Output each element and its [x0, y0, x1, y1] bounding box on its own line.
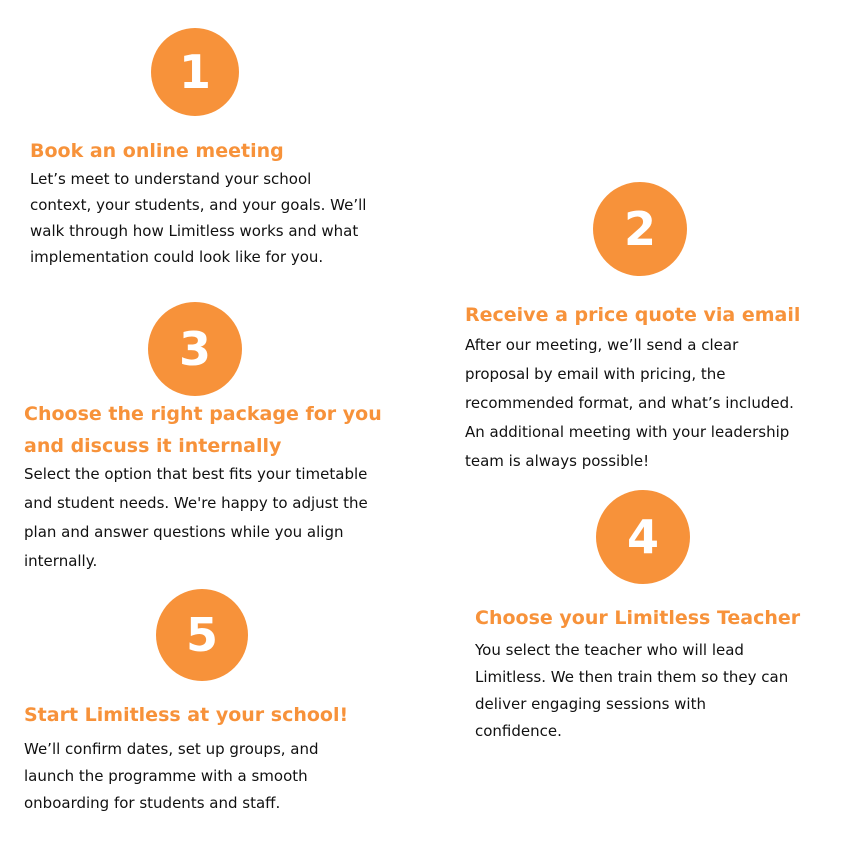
step-4-number-badge [596, 490, 690, 584]
step-1-number-badge [151, 28, 239, 116]
step-4-description: You select the teacher who will lead Limitless. We then train them so they can deliver engaging sessions with confidence. [475, 641, 789, 740]
step-2-number-badge [593, 182, 687, 276]
step-3-title: Choose the right package for you and discuss it internally [24, 403, 382, 457]
step-5-number-badge [156, 589, 248, 681]
step-3-number: 3 [178, 322, 211, 376]
step-4-number: 4 [626, 510, 659, 564]
step-5-number: 5 [185, 608, 218, 662]
step-2-number: 2 [623, 202, 656, 256]
step-1-description: Let’s meet to understand your school context, your students, and your goals. We’ll walk through how Limitless works and what implementation could look like for you. [30, 170, 367, 266]
step-2-description: After our meeting, we’ll send a clear proposal by email with pricing, the recommended format, and what’s included. An additional meeting with your leadership team is always possible! [465, 336, 794, 470]
step-1-title: Book an online meeting [30, 140, 284, 162]
step-2-title: Receive a price quote via email [465, 304, 801, 326]
step-4-title: Choose your Limitless Teacher [475, 607, 801, 629]
step-5-description: We’ll confirm dates, set up groups, and launch the programme with a smooth onboarding for students and staff. [24, 740, 319, 812]
step-1-number: 1 [178, 45, 211, 99]
step-5-title: Start Limitless at your school! [24, 704, 349, 726]
step-3-number-badge [148, 302, 242, 396]
step-3-description: Select the option that best fits your timetable and student needs. We're happy to adjust the plan and answer questions while you align internally. [24, 465, 368, 570]
